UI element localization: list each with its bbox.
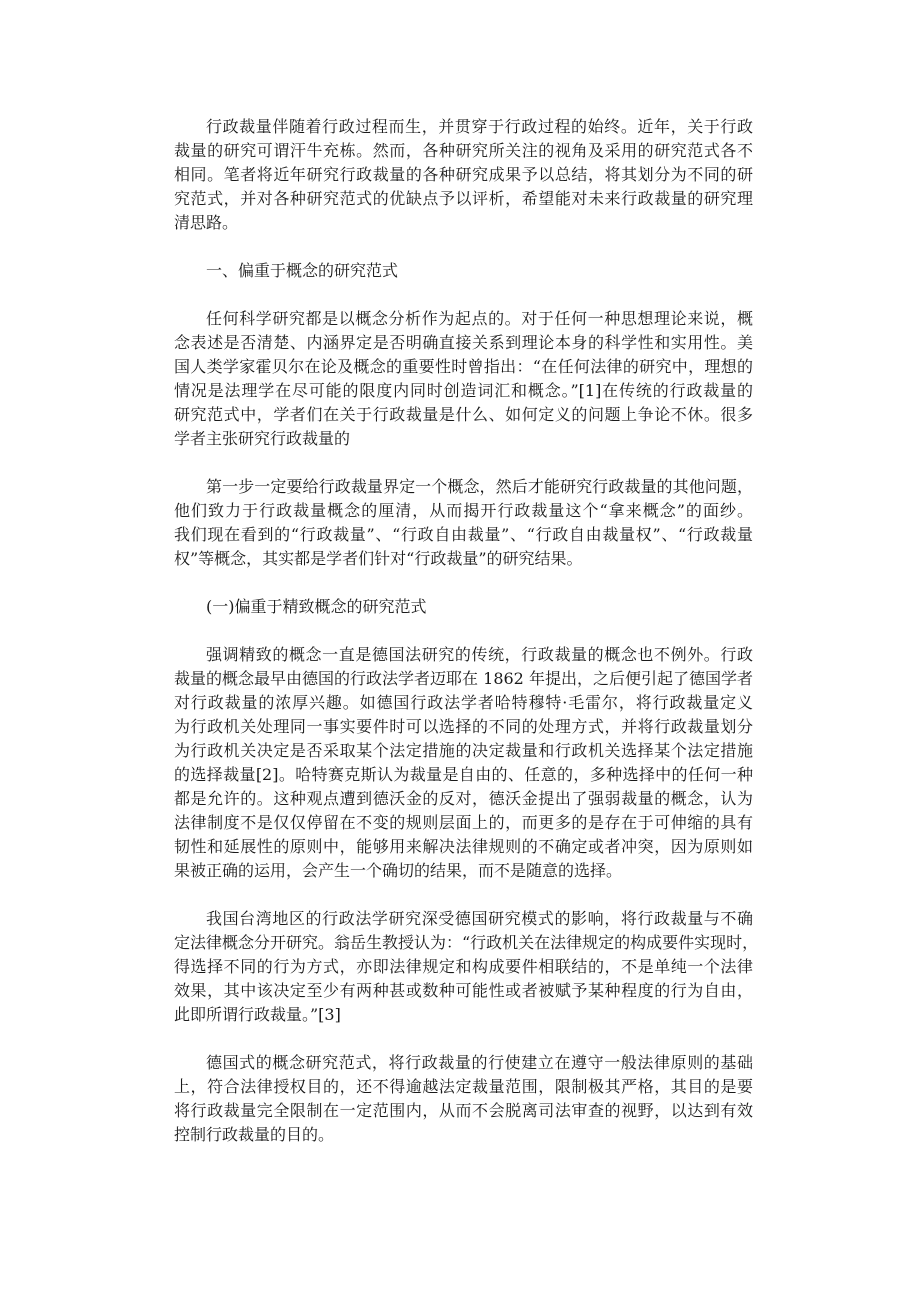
text-line: 裁量的概念最早由德国的行政法学者迈耶在 1862 年提出，之后便引起了德国学者	[174, 669, 753, 688]
text-line: 行政裁量伴随着行政过程而生，并贯穿于行政过程的始终。近年，关于行政	[206, 117, 753, 136]
text-line: 为行政机关决定是否采取某个法定措施的决定裁量和行政机关选择某个法定措施	[174, 741, 753, 760]
section-heading	[174, 595, 753, 619]
text-line: 上，符合法律授权目的，还不得逾越法定裁量范围，限制极其严格，其目的是要	[174, 1077, 753, 1096]
text-line: 对行政裁量的浓厚兴趣。如德国行政法学者哈特穆特·毛雷尔，将行政裁量定义	[174, 693, 753, 712]
text-line: 第一步一定要给行政裁量界定一个概念，然后才能研究行政裁量的其他问题，	[206, 477, 753, 496]
paragraph	[174, 115, 753, 235]
text-line: 法律制度不是仅仅停留在不变的规则层面上的，而更多的是存在于可伸缩的具有	[174, 813, 753, 832]
text-line: 国人类学家霍贝尔在论及概念的重要性时曾指出：“在任何法律的研究中，理想的	[174, 357, 753, 376]
text-line: 学者主张研究行政裁量的	[174, 429, 351, 448]
text-line: 效果，其中该决定至少有两种甚或数种可能性或者被赋予某种程度的行为自由，	[174, 981, 753, 1000]
text-line: 相同。笔者将近年研究行政裁量的各种研究成果予以总结，将其划分为不同的研	[174, 165, 753, 184]
text-line: 韧性和延展性的原则中，能够用来解决法律规则的不确定或者冲突，因为原则如	[174, 837, 753, 856]
paragraph	[174, 907, 759, 1027]
text-line: 他们致力于行政裁量概念的厘清，从而揭开行政裁量这个“拿来概念”的面纱。	[174, 501, 753, 520]
text-line: 果被正确的运用，会产生一个确切的结果，而不是随意的选择。	[174, 861, 623, 880]
text-line: 都是允许的。这种观点遭到德沃金的反对，德沃金提出了强弱裁量的概念，认为	[174, 789, 753, 808]
text-line: 为行政机关处理同一事实要件时可以选择的不同的处理方式，并将行政裁量划分	[174, 717, 753, 736]
text-line: 念表述是否清楚、内涵界定是否明确直接关系到理论本身的科学性和实用性。美	[174, 333, 753, 352]
text-line: (一)偏重于精致概念的研究范式	[206, 597, 427, 616]
text-line: 强调精致的概念一直是德国法研究的传统，行政裁量的概念也不例外。行政	[206, 645, 753, 664]
text-line: 一、偏重于概念的研究范式	[206, 261, 399, 280]
section-heading	[174, 259, 753, 283]
text-line: 控制行政裁量的目的。	[174, 1125, 335, 1144]
text-line: 清思路。	[174, 213, 239, 232]
text-line: 得选择不同的行为方式，亦即法律规定和构成要件相联结的，不是单纯一个法律	[174, 957, 753, 976]
document-body	[174, 115, 759, 1171]
text-line: 将行政裁量完全限制在一定范围内，从而不会脱离司法审查的视野，以达到有效	[174, 1101, 753, 1120]
text-line: 我们现在看到的“行政裁量”、“行政自由裁量”、“行政自由裁量权”、“行政裁量	[174, 525, 753, 544]
text-line: 的选择裁量[2]。哈特赛克斯认为裁量是自由的、任意的，多种选择中的任何一种	[174, 765, 753, 784]
text-line: 任何科学研究都是以概念分析作为起点的。对于任何一种思想理论来说，概	[206, 309, 753, 328]
text-line: 此即所谓行政裁量。”[3]	[174, 1005, 341, 1024]
text-line: 裁量的研究可谓汗牛充栋。然而，各种研究所关注的视角及采用的研究范式各不	[174, 141, 753, 160]
text-line: 权”等概念，其实都是学者们针对“行政裁量”的研究结果。	[174, 549, 583, 568]
paragraph	[174, 307, 753, 451]
paragraph	[174, 643, 753, 883]
paragraph	[174, 1051, 753, 1147]
text-line: 研究范式中，学者们在关于行政裁量是什么、如何定义的问题上争论不休。很多	[174, 405, 753, 424]
text-line: 我国台湾地区的行政法学研究深受德国研究模式的影响，将行政裁量与不确	[206, 909, 753, 928]
text-line: 情况是法理学在尽可能的限度内同时创造词汇和概念。”[1]在传统的行政裁量的	[174, 381, 753, 400]
text-line: 究范式，并对各种研究范式的优缺点予以评析，希望能对未来行政裁量的研究理	[174, 189, 753, 208]
text-line: 定法律概念分开研究。翁岳生教授认为：“行政机关在法律规定的构成要件实现时，	[174, 933, 759, 952]
text-line: 德国式的概念研究范式，将行政裁量的行使建立在遵守一般法律原则的基础	[206, 1053, 753, 1072]
paragraph	[174, 475, 753, 571]
